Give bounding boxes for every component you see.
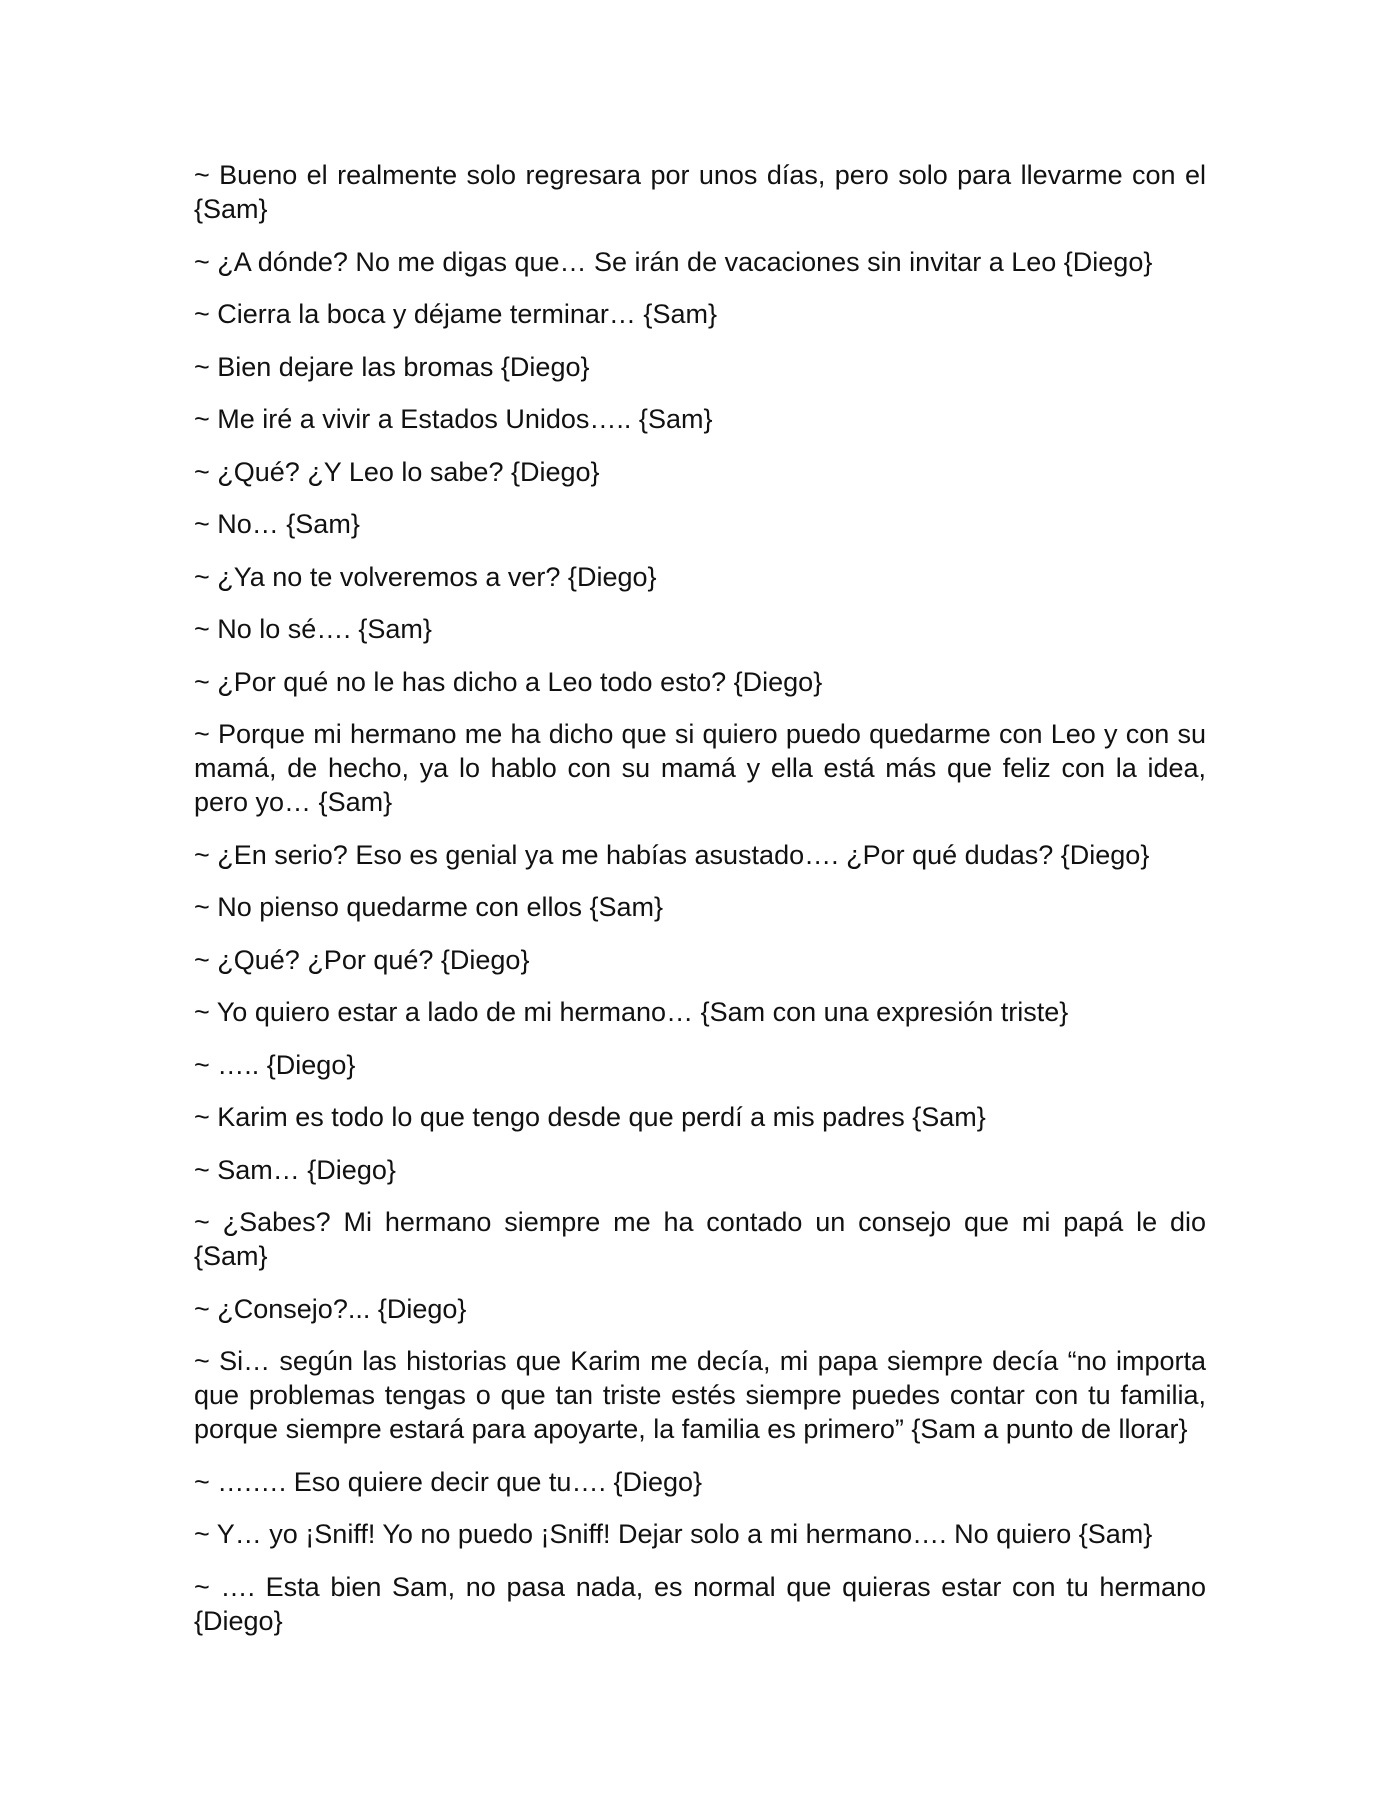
dialogue-line: ~ No lo sé…. {Sam}: [194, 614, 432, 644]
dialogue-line: ~ Cierra la boca y déjame terminar… {Sam}: [194, 299, 717, 329]
dialogue-line: ~ …. Esta bien Sam, no pasa nada, es normal que quieras estar con tu hermano {Diego}: [194, 1571, 1206, 1636]
dialogue-line: ~ No… {Sam}: [194, 509, 360, 539]
dialogue-line: ~ ¿Consejo?... {Diego}: [194, 1293, 467, 1324]
dialogue-line: ~ ¿Sabes? Mi hermano siempre me ha contado un consejo que mi papá le dio {Sam}: [194, 1207, 1206, 1271]
dialogue-line: ~ Yo quiero estar a lado de mi hermano… {Sam con una expresión triste}: [194, 997, 1069, 1027]
dialogue-line: ~ Bien dejare las bromas {Diego}: [194, 351, 590, 382]
dialogue-line: ~ ¿Qué? ¿Y Leo lo sabe? {Diego}: [194, 456, 600, 487]
dialogue-line: ~ ¿En serio? Eso es genial ya me habías asustado…. ¿Por qué dudas? {Diego}: [194, 839, 1150, 870]
dialogue-line: ~ Bueno el realmente solo regresara por unos días, pero solo para llevarme con el {Sam}: [194, 160, 1206, 224]
dialogue-line: ~ ….…. Eso quiere decir que tu…. {Diego}: [194, 1466, 703, 1497]
dialogue-text: [194, 158, 1206, 1656]
dialogue-line: ~ ¿Ya no te volveremos a ver? {Diego}: [194, 561, 657, 592]
dialogue-line: ~ ¿Por qué no le has dicho a Leo todo esto? {Diego}: [194, 666, 823, 697]
dialogue-line: ~ Me iré a vivir a Estados Unidos….. {Sam}: [194, 404, 713, 434]
dialogue-line: ~ Y… yo ¡Sniff! Yo no puedo ¡Sniff! Dejar solo a mi hermano…. No quiero {Sam}: [194, 1519, 1153, 1549]
dialogue-line: ~ No pienso quedarme con ellos {Sam}: [194, 892, 664, 922]
dialogue-line: ~ Karim es todo lo que tengo desde que perdí a mis padres {Sam}: [194, 1102, 986, 1132]
dialogue-line: ~ Si… según las historias que Karim me decía, mi papa siempre decía “no importa que problemas tengas o que tan triste estés siempre puedes contar con tu familia, porque siempre estará para apoyarte, la familia es primero” {Sam a punto de llorar}: [194, 1346, 1206, 1444]
dialogue-line: ~ ….. {Diego}: [194, 1049, 356, 1080]
dialogue-line: ~ ¿Qué? ¿Por qué? {Diego}: [194, 944, 530, 975]
dialogue-line: ~ Sam… {Diego}: [194, 1154, 396, 1185]
dialogue-line: ~ Porque mi hermano me ha dicho que si quiero puedo quedarme con Leo y con su mamá, de hecho, ya lo hablo con su mamá y ella está más que feliz con la idea, pero yo… {Sam}: [194, 719, 1206, 817]
dialogue-line: ~ ¿A dónde? No me digas que… Se irán de vacaciones sin invitar a Leo {Diego}: [194, 246, 1153, 277]
